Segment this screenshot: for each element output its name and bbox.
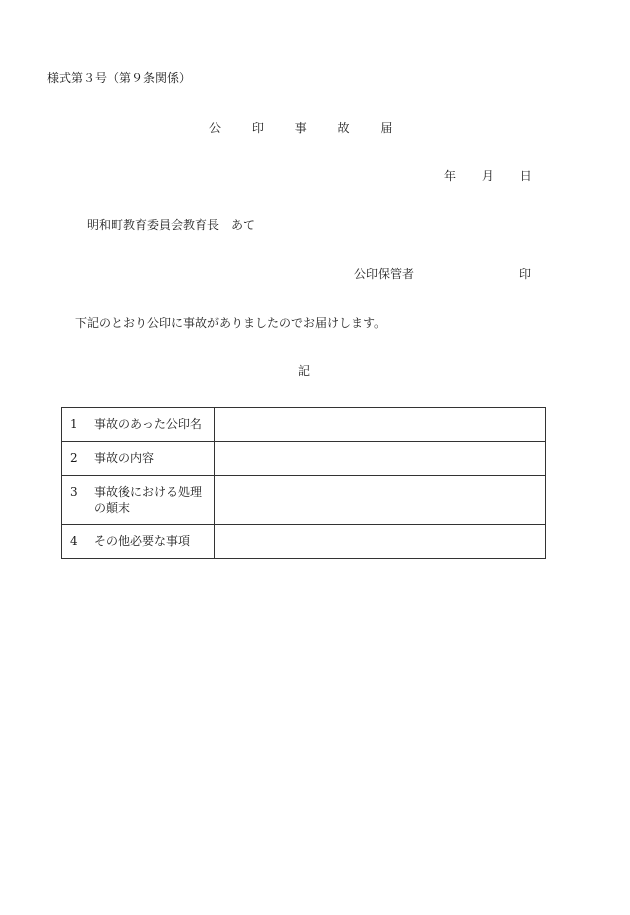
- item-label: 事故後における処理の顛末: [94, 485, 203, 515]
- item-value-cell[interactable]: [214, 442, 545, 476]
- date-month: 月: [481, 169, 494, 183]
- item-label-cell: [62, 525, 215, 559]
- custodian-label: 公印保管者: [354, 267, 415, 281]
- body-text: 下記のとおり公印に事故がありましたのでお届けします。: [75, 316, 387, 330]
- title-char: 届: [380, 121, 393, 135]
- seal-mark: 印: [519, 267, 532, 281]
- item-number: 3: [70, 485, 78, 499]
- title-char: 故: [337, 121, 350, 135]
- form-number: 様式第３号（第９条関係）: [47, 71, 192, 85]
- document-title: [209, 120, 392, 136]
- item-value-cell[interactable]: [214, 408, 545, 442]
- item-number: 2: [70, 451, 78, 465]
- items-table: [61, 407, 546, 559]
- title-char: 印: [251, 121, 264, 135]
- table-row: [62, 442, 546, 476]
- date-line: [444, 168, 532, 184]
- item-value-cell[interactable]: [214, 476, 545, 525]
- date-year: 年: [444, 169, 457, 183]
- item-label-cell: [62, 408, 215, 442]
- table-row: [62, 525, 546, 559]
- ki-heading: 記: [298, 364, 311, 378]
- title-char: 事: [294, 121, 307, 135]
- addressee: 明和町教育委員会教育長 あて: [87, 218, 256, 232]
- item-label: 事故の内容: [94, 451, 155, 465]
- item-label-cell: [62, 476, 215, 525]
- table-row: [62, 476, 546, 525]
- item-label-cell: [62, 442, 215, 476]
- item-number: 1: [70, 417, 78, 431]
- item-label: 事故のあった公印名: [94, 417, 202, 431]
- item-label: その他必要な事項: [94, 534, 191, 548]
- item-number: 4: [70, 534, 78, 548]
- table-row: [62, 408, 546, 442]
- title-char: 公: [209, 121, 222, 135]
- date-day: 日: [519, 169, 532, 183]
- item-value-cell[interactable]: [214, 525, 545, 559]
